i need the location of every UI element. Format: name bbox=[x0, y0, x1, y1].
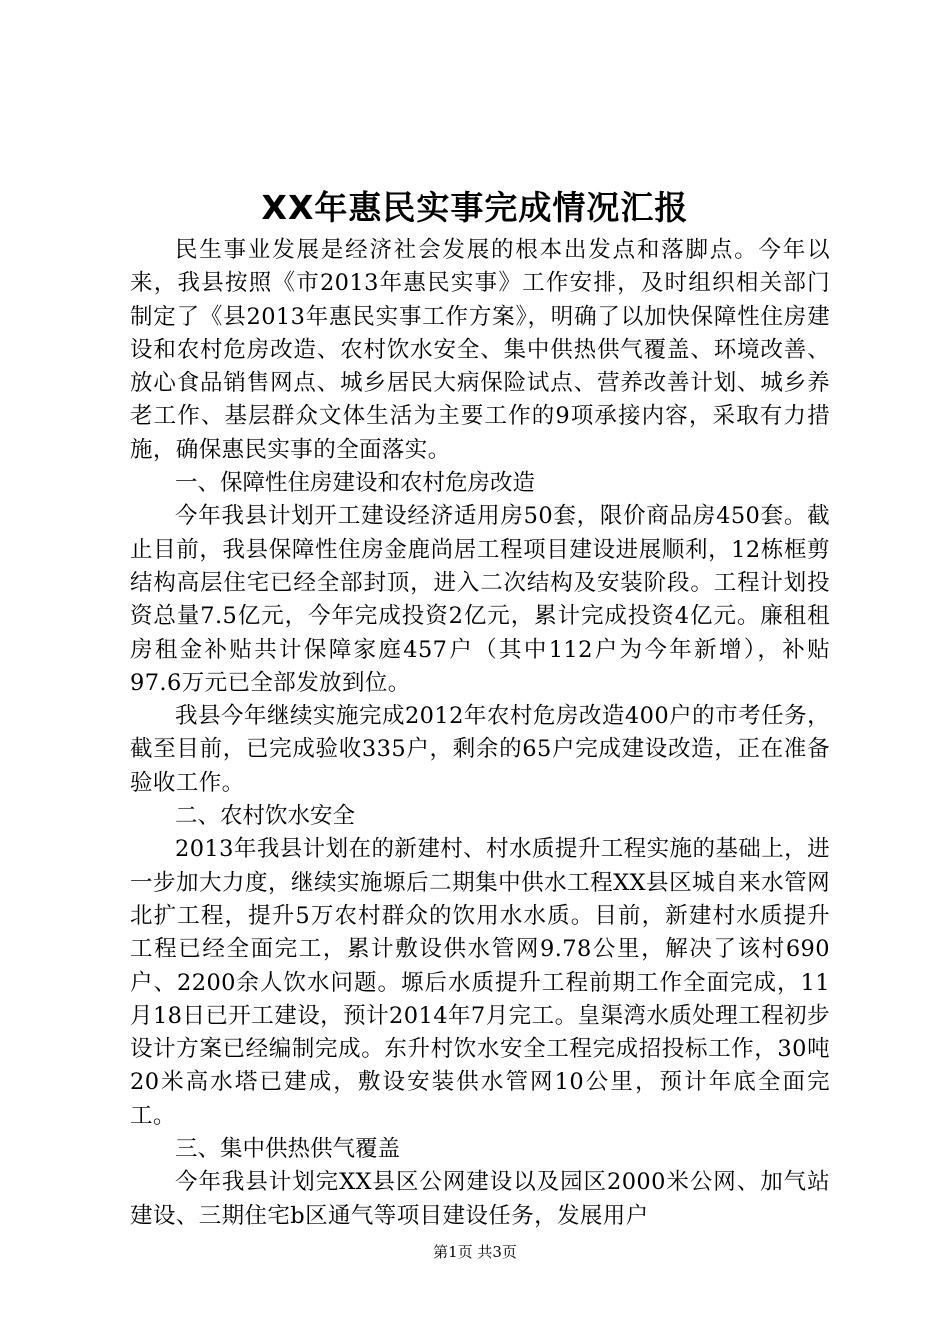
rural-housing-paragraph: 我县今年继续实施完成2012年农村危房改造400户的市考任务，截至目前，已完成验收335户，剩余的65户完成建设改造，正在准备验收工作。 bbox=[130, 703, 830, 796]
section-heading-housing: 一、保障性住房建设和农村危房改造 bbox=[175, 470, 536, 497]
page-footer: 第1页 共3页 bbox=[433, 1243, 517, 1261]
section-heading-heating: 三、集中供热供气覆盖 bbox=[175, 1136, 401, 1163]
document-title: XX年惠民实事完成情况汇报 bbox=[261, 188, 689, 227]
section-heading-water: 二、农村饮水安全 bbox=[175, 803, 356, 830]
heating-paragraph: 今年我县计划完XX县区公网建设以及园区2000米公网、加气站建设、三期住宅b区通气等项目建设任务，发展用户 bbox=[130, 1169, 830, 1229]
water-paragraph: 2013年我县计划在的新建村、村水质提升工程实施的基础上，进一步加大力度，继续实施塬后二期集中供水工程XX县区城自来水管网北扩工程，提升5万农村群众的饮用水水质。目前，新建村水质提升工程已经全面完工，累计敷设供水管网9.78公里，解决了该村690户、2200余人饮水问题。塬后水质提升工程前期工作全面完成，11月18日已开工建设，预计2014年7月完工。皇渠湾水质处理工程初步设计方案已经编制完成。东升村饮水安全工程完成招投标工作，30吨20米高水塔已建成，敷设安装供水管网10公里，预计年底全面完工。 bbox=[130, 836, 830, 1129]
intro-paragraph: 民生事业发展是经济社会发展的根本出发点和落脚点。今年以来，我县按照《市2013年惠民实事》工作安排，及时组织相关部门制定了《县2013年惠民实事工作方案》，明确了以加快保障性住房建设和农村危房改造、农村饮水安全、集中供热供气覆盖、环境改善、放心食品销售网点、城乡居民大病保险试点、营养改善计划、城乡养老工作、基层群众文体生活为主要工作的9项承接内容，采取有力措施，确保惠民实事的全面落实。 bbox=[130, 237, 830, 463]
document-body bbox=[130, 234, 830, 1233]
housing-paragraph: 今年我县计划开工建设经济适用房50套，限价商品房450套。截止目前，我县保障性住房金鹿尚居工程项目建设进展顺利，12栋框剪结构高层住宅已经全部封顶，进入二次结构及安装阶段。工程计划投资总量7.5亿元，今年完成投资2亿元，累计完成投资4亿元。廉租租房租金补贴共计保障家庭457户（其中112户为今年新增），补贴97.6万元已全部发放到位。 bbox=[130, 503, 830, 696]
